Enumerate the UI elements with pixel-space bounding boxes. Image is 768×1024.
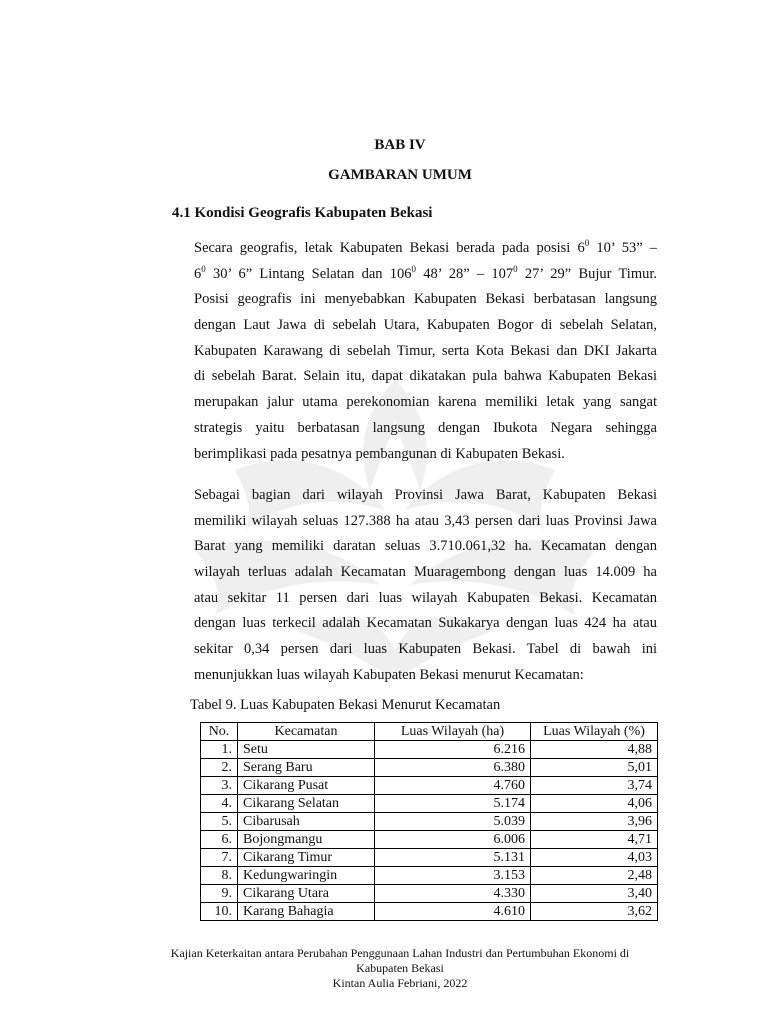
paragraph-line: $6^0$ 30’ 6” Lintang Selatan dan $106^0$ 48’ 28” – $107^0$ 27’ 29” Bujur Timur.: [194, 263, 657, 282]
table-row: [201, 777, 658, 795]
cell-area-ha: 6.380: [375, 759, 531, 777]
column-header-area-pct: Luas Wilayah (%): [531, 723, 658, 741]
section-title: 4.1 Kondisi Geografis Kabupaten Bekasi: [172, 205, 433, 221]
paragraph-line: dengan luas terkecil adalah Kecamatan Sukakarya dengan luas 424 ha atau: [194, 615, 657, 632]
paragraph-line: berimplikasi pada pesatnya pembangunan di Kabupaten Bekasi.: [194, 445, 565, 462]
cell-no: 6.: [201, 831, 238, 849]
paragraph-line: strategis yaitu berbatasan langsung dengan Ibukota Negara sehingga: [194, 419, 657, 436]
column-header-no: No.: [201, 723, 238, 741]
area-table: [200, 722, 658, 921]
cell-kecamatan: Cikarang Utara: [238, 885, 375, 903]
table-row: [201, 831, 658, 849]
cell-no: 3.: [201, 777, 238, 795]
table-caption: Tabel 9. Luas Kabupaten Bekasi Menurut Kecamatan: [190, 697, 501, 713]
cell-area-pct: 3,74: [531, 777, 658, 795]
cell-kecamatan: Cikarang Selatan: [238, 795, 375, 813]
cell-kecamatan: Serang Baru: [238, 759, 375, 777]
cell-kecamatan: Karang Bahagia: [238, 903, 375, 921]
cell-no: 5.: [201, 813, 238, 831]
paragraph-line: di sebelah Barat. Selain itu, dapat dikatakan pula bahwa Kabupaten Bekasi: [194, 368, 657, 385]
cell-area-ha: 4.330: [375, 885, 531, 903]
footer-line: Kabupaten Bekasi: [356, 961, 444, 975]
cell-area-ha: 5.039: [375, 813, 531, 831]
cell-area-pct: 2,48: [531, 867, 658, 885]
table-row: [201, 849, 658, 867]
table-header-row: [201, 723, 658, 741]
cell-area-ha: 6.216: [375, 741, 531, 759]
cell-area-ha: 5.131: [375, 849, 531, 867]
paragraph-line: merupakan jalur utama perekonomian karena memiliki letak yang sangat: [194, 394, 657, 411]
table-row: [201, 885, 658, 903]
cell-area-ha: 3.153: [375, 867, 531, 885]
paragraph-line: Posisi geografis ini menyebabkan Kabupaten Bekasi berbatasan langsung: [194, 291, 657, 308]
chapter-number: BAB IV: [374, 137, 426, 153]
cell-area-pct: 3,40: [531, 885, 658, 903]
column-header-area-ha: Luas Wilayah (ha): [375, 723, 531, 741]
cell-kecamatan: Bojongmangu: [238, 831, 375, 849]
table-row: [201, 813, 658, 831]
paragraph-line: wilayah terluas adalah Kecamatan Muaragembong dengan luas 14.009 ha: [194, 564, 657, 581]
cell-area-pct: 4,71: [531, 831, 658, 849]
cell-kecamatan: Cibarusah: [238, 813, 375, 831]
cell-area-ha: 6.006: [375, 831, 531, 849]
cell-kecamatan: Kedungwaringin: [238, 867, 375, 885]
cell-no: 7.: [201, 849, 238, 867]
cell-no: 9.: [201, 885, 238, 903]
cell-area-ha: 4.610: [375, 903, 531, 921]
cell-area-pct: 5,01: [531, 759, 658, 777]
cell-area-pct: 4,06: [531, 795, 658, 813]
column-header-kecamatan: Kecamatan: [238, 723, 375, 741]
cell-area-pct: 4,03: [531, 849, 658, 867]
paragraph-line: sekitar 0,34 persen dari luas Kabupaten Bekasi. Tabel di bawah ini: [194, 641, 657, 658]
cell-area-pct: 3,62: [531, 903, 658, 921]
paragraph-line: atau sekitar 11 persen dari luas wilayah Kabupaten Bekasi. Kecamatan: [194, 589, 657, 606]
table-row: [201, 759, 658, 777]
paragraph-line: Sebagai bagian dari wilayah Provinsi Jawa Barat, Kabupaten Bekasi: [194, 487, 657, 503]
table-row: [201, 867, 658, 885]
paragraph-line: Barat yang memiliki daratan seluas 3.710.061,32 ha. Kecamatan dengan: [194, 538, 657, 555]
cell-area-ha: 4.760: [375, 777, 531, 795]
paragraph-line: Kabupaten Karawang di sebelah Timur, serta Kota Bekasi dan DKI Jakarta: [194, 342, 657, 359]
cell-kecamatan: Cikarang Timur: [238, 849, 375, 867]
cell-no: 1.: [201, 741, 238, 759]
cell-no: 4.: [201, 795, 238, 813]
cell-no: 8.: [201, 867, 238, 885]
cell-no: 10.: [201, 903, 238, 921]
table-row: [201, 903, 658, 921]
cell-area-ha: 5.174: [375, 795, 531, 813]
paragraph-line: menunjukkan luas wilayah Kabupaten Bekasi menurut Kecamatan:: [194, 666, 584, 683]
cell-kecamatan: Setu: [238, 741, 375, 759]
footer-line: Kajian Keterkaitan antara Perubahan Penggunaan Lahan Industri dan Pertumbuhan Ekonomi di: [170, 946, 630, 960]
paragraph-line: memiliki wilayah seluas 127.388 ha atau 3,43 persen dari luas Provinsi Jawa: [194, 512, 657, 529]
chapter-title: GAMBARAN UMUM: [328, 167, 472, 183]
cell-no: 2.: [201, 759, 238, 777]
cell-area-pct: 4,88: [531, 741, 658, 759]
cell-area-pct: 3,96: [531, 813, 658, 831]
paragraph-line: dengan Laut Jawa di sebelah Utara, Kabupaten Bogor di sebelah Selatan,: [194, 317, 657, 334]
paragraph-geography: [194, 236, 657, 467]
cell-kecamatan: Cikarang Pusat: [238, 777, 375, 795]
paragraph-line: Secara geografis, letak Kabupaten Bekasi berada pada posisi $6^0$ 10’ 53” –: [194, 238, 657, 256]
footer-author: Kintan Aulia Febriani, 2022: [332, 976, 468, 990]
paragraph-area: [194, 483, 657, 689]
table-row: [201, 741, 658, 759]
table-row: [201, 795, 658, 813]
